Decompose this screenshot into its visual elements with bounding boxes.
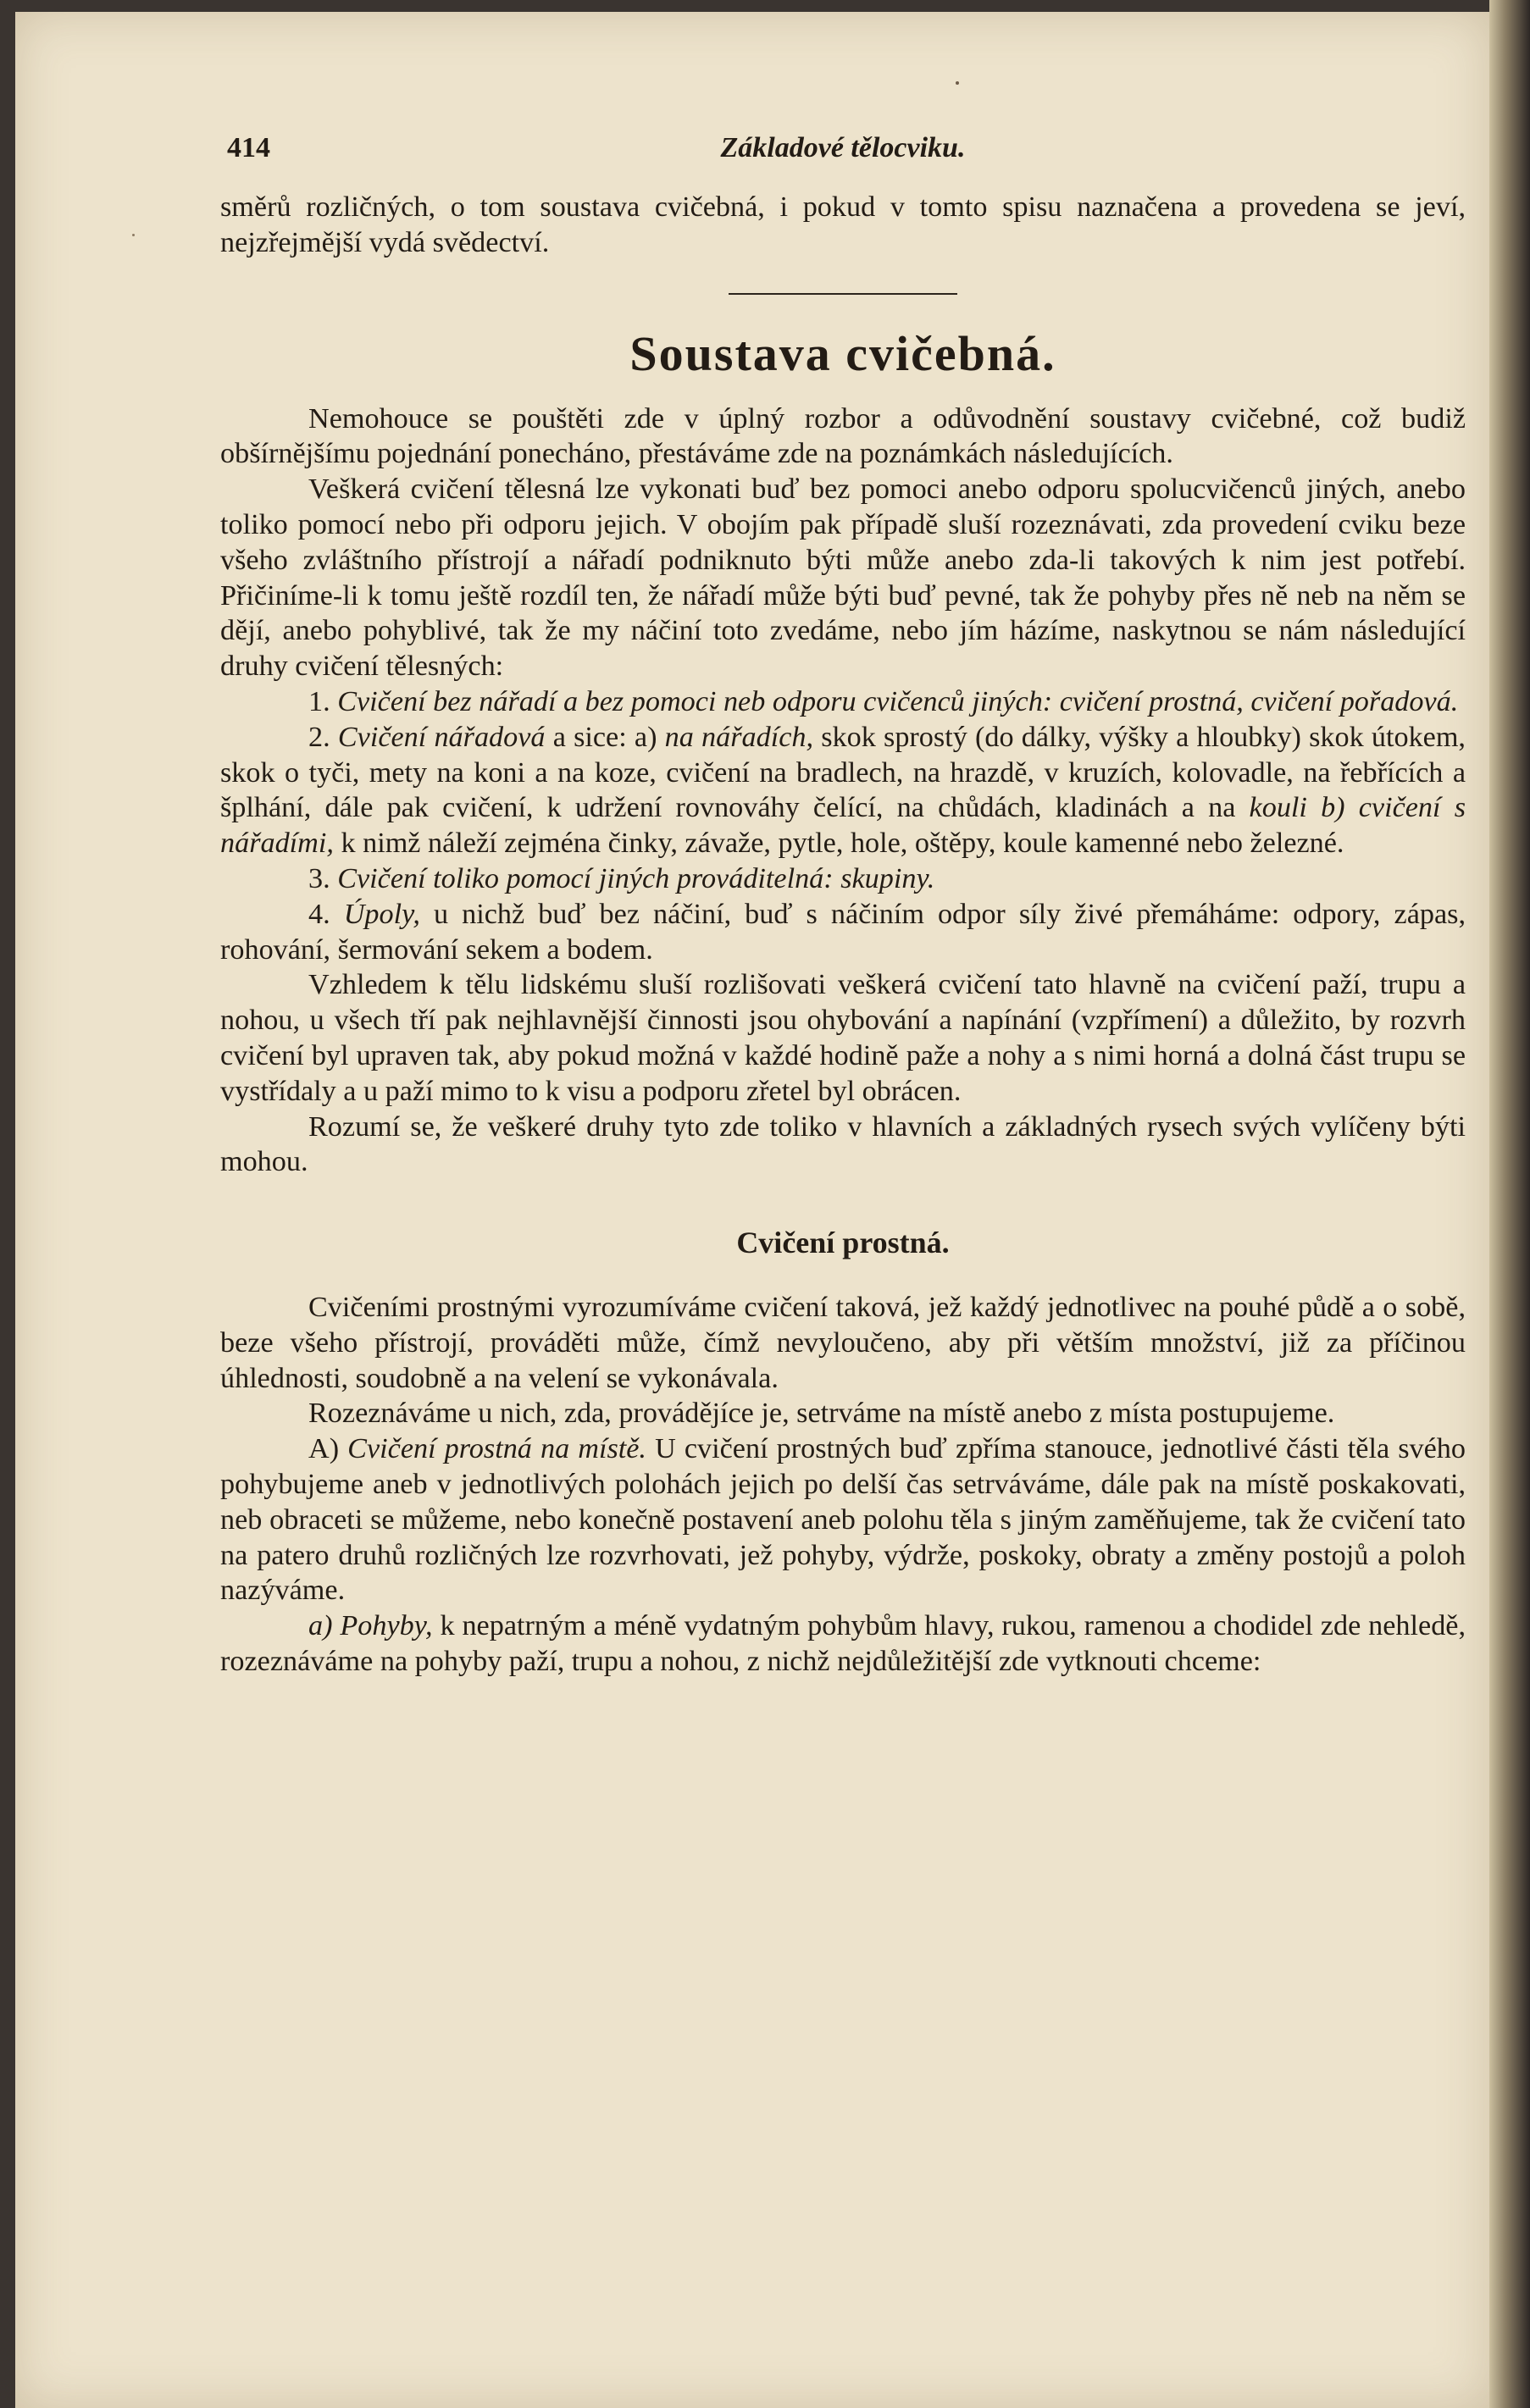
ink-speck (132, 234, 135, 236)
text: U cvičení prostných buď zpříma stanouce, jednotlivé části těla svého pohybujeme aneb v jednotlivých polohách jejich po delší čas setrváváme, dále pak na místě poskakovati, neb obraceti se můžeme, nebo konečně postavení aneb polohu těla s jiným zaměňujeme, tak že cvičení tato na patero druhů rozličných lze rozvrhovati, jež pohyby, výdrže, poskoky, obraty a změny postojů a poloh nazýváme. (220, 1433, 1466, 1607)
page-header (220, 130, 1466, 178)
section-title: Soustava cvičebná. (629, 325, 1056, 381)
paragraph: Cvičeními prostnými vyrozumíváme cvičení taková, jež každý jednotlivec na pouhé půdě a o sobě, beze všeho přístrojí, prováděti může, čímž nevyloučeno, aby při větším množství, již za příčinou úhlednosti, soudobně a na velení se vykonávala. (220, 1291, 1466, 1394)
term: Cvičení prostná na místě. (347, 1433, 646, 1465)
list-term: Úpoly, (343, 898, 420, 930)
running-head: Základové tělocviku. (720, 132, 966, 163)
list-text: skok sprostý (do dálky, výšky a hloubky) skok útokem, skok o tyči, mety na koni a na koze, cvičení na bradlech, na hrazdě, v kruzích, kolovadle, na řebřících a šplhání, dále pak cvičení, k udržení rovnováhy čelící, na chůdách, kladinách a na (220, 721, 1466, 824)
list-item-3 (220, 861, 1466, 897)
label: A) (308, 1433, 348, 1465)
paragraph-a (220, 1608, 1466, 1680)
text: k nepatrným a méně vydatným pohybům hlavy, rukou, ramenou a chodidel zde nehledě, rozeznáváme na pohyby paží, trupu a nohou, z nichž nejdůležitější zde vytknouti chceme: (220, 1610, 1466, 1677)
paragraph-A (220, 1431, 1466, 1608)
list-text: Cvičení bez nářadí a bez pomoci neb odporu cvičenců jiných: cvičení prostná, cvičení pořadová. (337, 685, 1459, 717)
list-term: kouli b) cvičení s nářadími, (220, 792, 1466, 860)
ink-speck (956, 81, 959, 85)
list-item-2 (220, 720, 1466, 861)
paragraph: Nemohouce se pouštěti zde v úplný rozbor a odůvodnění soustavy cvičebné, což budiž obšírnějšímu pojednání ponecháno, přestáváme zde na poznámkách následujících. (220, 402, 1466, 470)
intro-paragraph: směrů rozličných, o tom soustava cvičebná, i pokud v tomto spisu naznačena a provedena se jeví, nejzřejmější vydá svědectví. (220, 191, 1466, 258)
paragraph: Veškerá cvičení tělesná lze vykonati buď bez pomoci anebo odporu spolucvičenců jiných, anebo toliko pomocí nebo při odporu jejich. V obojím pak případě sluší rozeznávati, zda provedení cviku beze všeho zvláštního přístrojí a nářadí podniknuto býti může anebo zda-li takových k nim jest potřebí. Přičiníme-li k tomu ještě rozdíl ten, že nářadí může býti buď pevné, tak že pohyby přes ně neb na něm se dějí, anebo pohyblivé, tak že my náčiní toto zvedáme, nebo jím házíme, naskytnou se nám následující druhy cvičení tělesných: (220, 473, 1466, 683)
list-text: k nimž náleží zejména činky, závaže, pytle, hole, oštěpy, koule kamenné nebo železné. (333, 828, 1344, 860)
book-spine-shadow (1489, 0, 1530, 2408)
paragraph: Rozeznáváme u nich, zda, provádějíce je, setrváme na místě anebo z místa postupujeme. (308, 1398, 1335, 1430)
page-number: 414 (227, 132, 270, 163)
term: a) Pohyby, (308, 1610, 433, 1642)
section-divider (729, 293, 957, 295)
subsection-title: Cvičení prostná. (736, 1226, 950, 1260)
list-text: a sice: a) (545, 721, 665, 753)
list-number: 1. (308, 685, 330, 717)
paragraph: Rozumí se, že veškeré druhy tyto zde toliko v hlavních a základných rysech svých vylíčeny býti mohou. (220, 1110, 1466, 1178)
list-text: Cvičení toliko pomocí jiných prováditelná: skupiny. (337, 862, 935, 894)
book-page (15, 12, 1489, 2408)
list-item-1 (220, 684, 1466, 720)
list-item-4 (220, 897, 1466, 968)
list-number: 4. (308, 898, 330, 930)
list-number: 2. (308, 721, 330, 753)
list-number: 3. (308, 862, 330, 894)
page-content (220, 130, 1466, 1680)
list-term: Cvičení nářadová (337, 721, 546, 753)
list-term: na nářadích, (664, 721, 814, 753)
paragraph: Vzhledem k tělu lidskému sluší rozlišovati veškerá cvičení tato hlavně na cvičení paží, trupu a nohou, u všech tří pak nejhlavnější činnosti jsou ohybování a napínání (vzpřímení) a důležito, by rozvrh cvičení byl upraven tak, aby pokud možná v každé hodině paže a nohy a s nimi horná a dolná část trupu se vystřídaly a u paží mimo to k visu a podporu zřetel byl obrácen. (220, 969, 1466, 1107)
list-text: u nichž buď bez náčiní, buď s náčiním odpor síly živé přemáháme: odpory, zápas, rohování, šermování sekem a bodem. (220, 898, 1466, 966)
